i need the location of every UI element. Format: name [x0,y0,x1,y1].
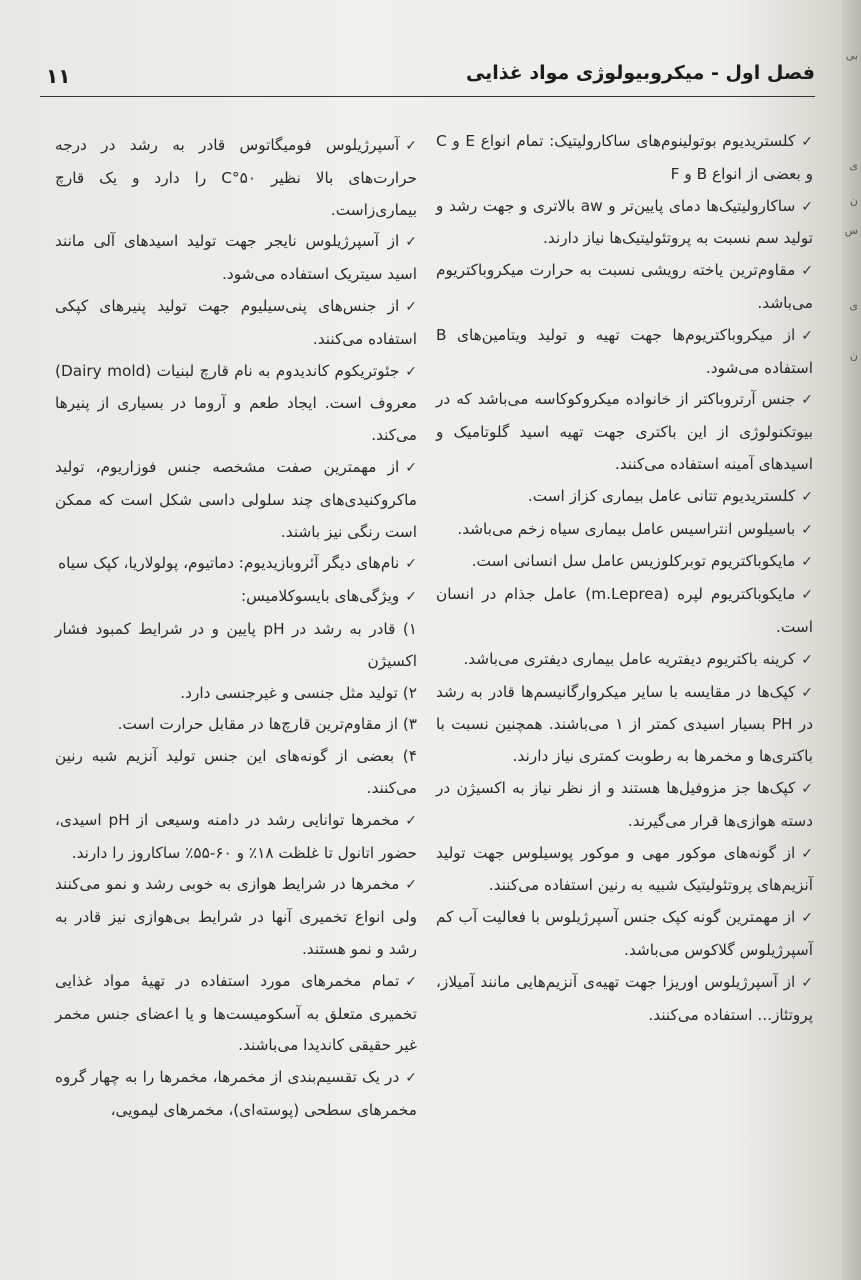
paragraph-text: کپک‌ها جز مزوفیل‌ها هستند و از نظر نیاز به اکسیژن در دسته هوازی‌ها قرار می‌گیرند. [436,778,813,830]
paragraph-text: تمام مخمرهای مورد استفاده در تهیهٔ مواد غذایی تخمیری متعلق به آسکومیست‌ها و یا اعضای جنس مخمر غیر حقیقی کاندیدا می‌باشند. [55,971,417,1055]
edge-fragment: س [844,224,858,237]
paragraph-text: از گونه‌های موکور مهی و موکور پوسیلوس جهت تولید آنزیم‌های پروتئولیتیک شبیه به رنین استفاده می‌کنند. [436,843,813,895]
edge-fragment: ن [849,349,858,362]
checkmark-icon: ✓ [801,684,813,701]
paragraph-item [55,741,417,805]
paragraph-text: مخمرها در شرایط هوازی به خوبی رشد و نمو می‌کنند ولی انواع تخمیری آنها در شرایط بی‌هوازی نیز قادر به رشد و نمو هستند. [55,875,417,958]
checkmark-icon: ✓ [405,812,417,829]
paragraph-item [55,130,417,226]
left-text-column [55,130,417,1127]
paragraph-item [55,226,417,291]
paragraph-item [436,677,813,773]
paragraph-text: نام‌های دیگر آئروبازیدیوم: دماتیوم، پولولاریا، کپک سیاه [58,554,400,573]
checkmark-icon: ✓ [405,459,417,476]
paragraph-item [436,579,813,644]
checkmark-icon: ✓ [405,298,417,315]
paragraph-text: کپک‌ها در مقایسه با سایر میکروارگانیسم‌ها قادر به رشد در PH بسیار اسیدی کمتر از ۱ می‌باشند. همچنین نسبت با باکتری‌ها و مخمرها به رطوبت کمتری نیاز دارند. [436,682,814,766]
paragraph-text: مایکوباکتریوم توبرکلوزیس عامل سل انسانی است. [471,552,796,571]
paragraph-text: ۱) قادر به رشد در pH پایین و در شرایط کمبود فشار اکسیژن [55,619,418,670]
paragraph-text: ویژگی‌های بایسوکلامیس: [240,587,400,606]
paragraph-item [436,546,813,579]
paragraph-text: ۴) بعضی از گونه‌های این جنس تولید آنزیم شبه رنین می‌کنند. [55,747,417,797]
paragraph-item [55,966,417,1062]
paragraph-item [55,869,417,965]
paragraph-item [55,805,417,870]
paragraph-item [55,709,417,741]
paragraph-item [55,291,417,356]
checkmark-icon: ✓ [405,973,417,990]
paragraph-item [55,548,417,581]
paragraph-item [436,773,813,838]
checkmark-icon: ✓ [405,234,417,251]
paragraph-item [436,481,813,514]
next-page-edge [841,0,861,1280]
paragraph-item [436,191,813,256]
paragraph-text: در یک تقسیم‌بندی از مخمرها، مخمرها را به چهار گروه مخمرهای سطحی (پوسته‌ای)، مخمرهای لیمویی، [55,1068,417,1119]
paragraph-item [436,384,813,480]
paragraph-item [436,255,813,320]
paragraph-text: از جنس‌های پنی‌سیلیوم جهت تولید پنیرهای کپکی استفاده می‌کنند. [55,296,417,348]
paragraph-item [436,902,813,967]
checkmark-icon: ✓ [801,263,813,280]
paragraph-item [55,356,417,452]
paragraph-text: از آسپرژیلوس اوریزا جهت تهیه‌ی آنزیم‌هایی مانند آمیلاز، پروتئاز... استفاده می‌کنند. [436,972,813,1024]
paragraph-text: کلستریدیوم بوتولینوم‌های ساکارولیتیک: تمام انواع E و C و بعضی از انواع B و F [436,132,813,183]
paragraph-text: ساکارولیتیک‌ها دمای پایین‌تر و aw بالاتری و جهت رشد و تولید سم نسبت به پروتئولیتیک‌ها نیاز دارند. [436,196,813,248]
checkmark-icon: ✓ [801,780,813,797]
paragraph-item [436,320,813,385]
paragraph-item [55,452,417,548]
paragraph-text: از مهمترین گونه کپک جنس آسپرژیلوس با فعالیت آب کم آسپرژیلوس گلاکوس می‌باشد. [436,908,813,959]
paragraph-item [436,838,813,903]
checkmark-icon: ✓ [801,910,813,927]
paragraph-text: مقاوم‌ترین یاخته رویشی نسبت به حرارت میکروباکتریوم می‌باشد. [436,261,813,312]
checkmark-icon: ✓ [801,651,813,668]
checkmark-icon: ✓ [801,974,813,991]
paragraph-text: از آسپرژیلوس نایجر جهت تولید اسیدهای آلی مانند اسید سیتریک استفاده می‌شود. [55,232,417,284]
checkmark-icon: ✓ [801,554,813,571]
checkmark-icon: ✓ [801,488,813,505]
paragraph-text: جنس آرتروباکتر از خانواده میکروکوکاسه می‌باشد که در بیوتکنولوژی از این باکتری جهت تهیه اسید گلوتامیک و اسیدهای آمینه استفاده می‌کنند. [436,390,813,473]
paragraph-text: آسپرژیلوس فومیگاتوس قادر به رشد در درجه حرارت‌های بالا نظیر ۵۰°C را دارد و یک قارچ بیماری‌زاست. [55,136,418,219]
paragraph-text: کلستریدیوم تتانی عامل بیماری کزاز است. [527,486,796,505]
edge-fragment: بی [845,49,858,62]
checkmark-icon: ✓ [405,589,417,606]
checkmark-icon: ✓ [801,392,813,409]
chapter-title: فصل اول - میکروبیولوژی مواد غذایی [465,62,815,84]
paragraph-item [436,967,813,1032]
checkmark-icon: ✓ [801,587,814,604]
right-text-column [436,126,813,1031]
edge-fragment: ی [849,299,858,312]
paragraph-text: ۳) از مقاوم‌ترین قارچ‌ها در مقابل حرارت است. [117,715,417,734]
page-header [40,58,815,97]
paragraph-text: جئوتریکوم کاندیدوم به نام قارچ لبنیات (Dairy mold) معروف است. ایجاد طعم و آروما در بسیاری از پنیرها می‌کند. [55,361,417,445]
paragraph-item [55,614,417,678]
checkmark-icon: ✓ [801,845,813,862]
paragraph-text: از میکروباکتریوم‌ها جهت تهیه و تولید ویتامین‌های B استفاده می‌شود. [436,325,813,377]
edge-fragment: ی [849,159,858,172]
checkmark-icon: ✓ [801,521,813,538]
checkmark-icon: ✓ [405,556,417,573]
checkmark-icon: ✓ [405,1070,417,1087]
checkmark-icon: ✓ [405,877,417,894]
paragraph-text: مایکوباکتریوم لپره (m.Leprea) عامل جذام در انسان است. [436,585,813,636]
page-number: ۱۱ [46,64,71,88]
checkmark-icon: ✓ [801,198,813,215]
paragraph-item [436,514,813,547]
paragraph-text: باسیلوس انتراسیس عامل بیماری سیاه زخم می‌باشد. [457,519,796,538]
paragraph-text: از مهمترین صفت مشخصه جنس فوزاریوم، تولید ماکروکنیدی‌های چند سلولی داسی شکل است که ممکن است رنگی نیز باشند. [55,457,417,541]
paragraph-item [55,581,417,614]
checkmark-icon: ✓ [405,138,417,154]
paragraph-text: کرینه باکتریوم دیفتریه عامل بیماری دیفتری می‌باشد. [463,649,796,668]
checkmark-icon: ✓ [801,134,813,150]
paragraph-item [55,678,417,710]
paragraph-text: ۲) تولید مثل جنسی و غیرجنسی دارد. [180,683,417,702]
paragraph-text: مخمرها توانایی رشد در دامنه وسیعی از pH اسیدی، حضور اتانول تا غلظت ۱۸٪ و ۶۰-۵۵٪ ساکاروز را دارند. [55,810,417,862]
paragraph-item [55,1062,417,1127]
checkmark-icon: ✓ [801,327,813,344]
paragraph-item [436,644,813,677]
edge-fragment: ن [849,194,858,207]
checkmark-icon: ✓ [405,363,418,380]
paragraph-item [436,126,813,191]
